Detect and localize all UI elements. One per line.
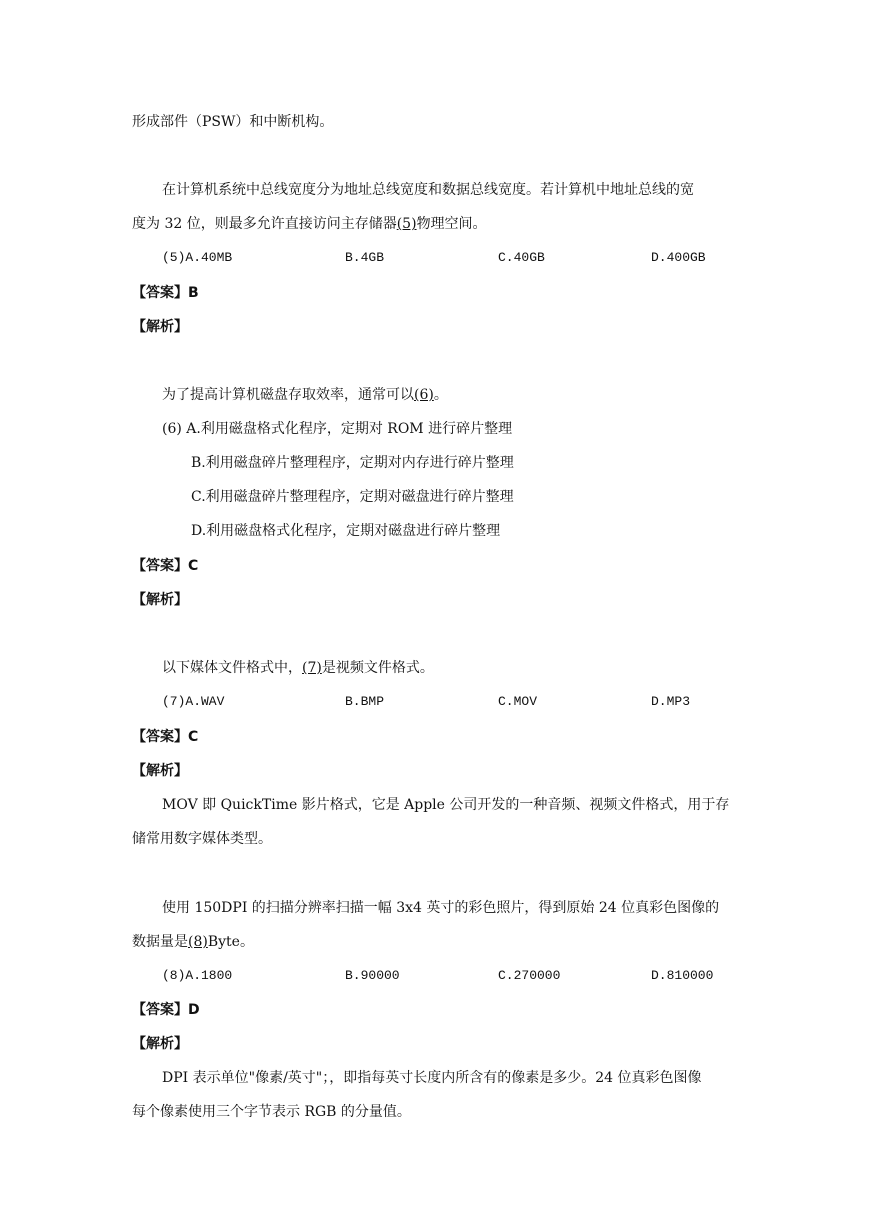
- q8-explanation-line1: DPI 表示单位"像素/英寸"；，即指每英寸长度内所含有的像素是多少。24 位真彩色图像: [162, 1070, 702, 1086]
- q7-analysis-label: 【解析】: [132, 763, 188, 779]
- answer-label: 【答案】: [132, 558, 188, 574]
- q7-stem: [162, 658, 434, 678]
- q8-stem-post: Byte。: [207, 934, 254, 950]
- q5-answer-value: B: [188, 285, 199, 301]
- q8-stem-pre: 数据量是: [132, 934, 188, 950]
- q5-stem-pre: 度为 32 位，则最多允许直接访问主存储器: [132, 216, 397, 232]
- q7-answer: [132, 727, 198, 747]
- intro-text: 形成部件（PSW）和中断机构。: [132, 114, 334, 130]
- q5-analysis-label: 【解析】: [132, 319, 188, 335]
- q6-stem: [162, 385, 448, 405]
- q6-answer-value: C: [188, 558, 199, 574]
- q8-answer-value: D: [188, 1002, 200, 1018]
- q5-option-a: (5)A.40MB: [162, 250, 233, 265]
- q7-explanation-line2: 储常用数字媒体类型。: [132, 831, 272, 847]
- answer-label: 【答案】: [132, 1002, 188, 1018]
- q5-option-d: D.400GB: [651, 250, 706, 265]
- q7-stem-post: 是视频文件格式。: [321, 660, 434, 676]
- q7-option-b: B.BMP: [345, 694, 385, 709]
- q7-option-d: D.MP3: [651, 694, 691, 709]
- answer-label: 【答案】: [132, 729, 188, 745]
- q5-blank: (5): [396, 216, 417, 232]
- q8-option-b: B.90000: [345, 968, 400, 983]
- q7-explanation-line1: MOV 即 QuickTime 影片格式，它是 Apple 公司开发的一种音频、视频文件格式，用于存: [162, 797, 730, 813]
- q6-stem-post: 。: [433, 387, 448, 403]
- q8-option-a: (8)A.1800: [162, 968, 233, 983]
- q8-option-c: C.270000: [498, 968, 561, 983]
- q8-explanation-line2: 每个像素使用三个字节表示 RGB 的分量值。: [132, 1104, 411, 1120]
- q8-answer: [132, 1000, 200, 1020]
- q7-answer-value: C: [188, 729, 199, 745]
- q6-option-a: (6) A.利用磁盘格式化程序，定期对 ROM 进行碎片整理: [162, 421, 513, 437]
- q5-option-b: B.4GB: [345, 250, 385, 265]
- q8-stem-line1: 使用 150DPI 的扫描分辨率扫描一幅 3x4 英寸的彩色照片，得到原始 24 位真彩色图像的: [162, 900, 720, 916]
- q8-option-d: D.810000: [651, 968, 714, 983]
- q6-option-b: B.利用磁盘碎片整理程序，定期对内存进行碎片整理: [191, 455, 514, 471]
- q5-stem-line1: 在计算机系统中总线宽度分为地址总线宽度和数据总线宽度。若计算机中地址总线的宽: [162, 182, 694, 198]
- q6-option-c: C.利用磁盘碎片整理程序，定期对磁盘进行碎片整理: [191, 489, 514, 505]
- q5-answer: [132, 283, 199, 303]
- q8-analysis-label: 【解析】: [132, 1036, 188, 1052]
- q5-option-c: C.40GB: [498, 250, 545, 265]
- q6-option-d: D.利用磁盘格式化程序，定期对磁盘进行碎片整理: [191, 523, 501, 539]
- q6-answer: [132, 556, 198, 576]
- q5-stem-line2: [132, 214, 487, 234]
- q7-blank: (7): [302, 660, 322, 676]
- q5-stem-post: 物理空间。: [416, 216, 487, 232]
- q6-blank: (6): [414, 387, 434, 403]
- q6-stem-pre: 为了提高计算机磁盘存取效率，通常可以: [162, 387, 414, 403]
- q7-stem-pre: 以下媒体文件格式中，: [162, 660, 302, 676]
- q7-option-a: (7)A.WAV: [162, 694, 225, 709]
- q8-blank: (8): [188, 934, 208, 950]
- q7-option-c: C.MOV: [498, 694, 538, 709]
- q6-analysis-label: 【解析】: [132, 592, 188, 608]
- q8-stem-line2: [132, 932, 254, 952]
- answer-label: 【答案】: [132, 285, 188, 301]
